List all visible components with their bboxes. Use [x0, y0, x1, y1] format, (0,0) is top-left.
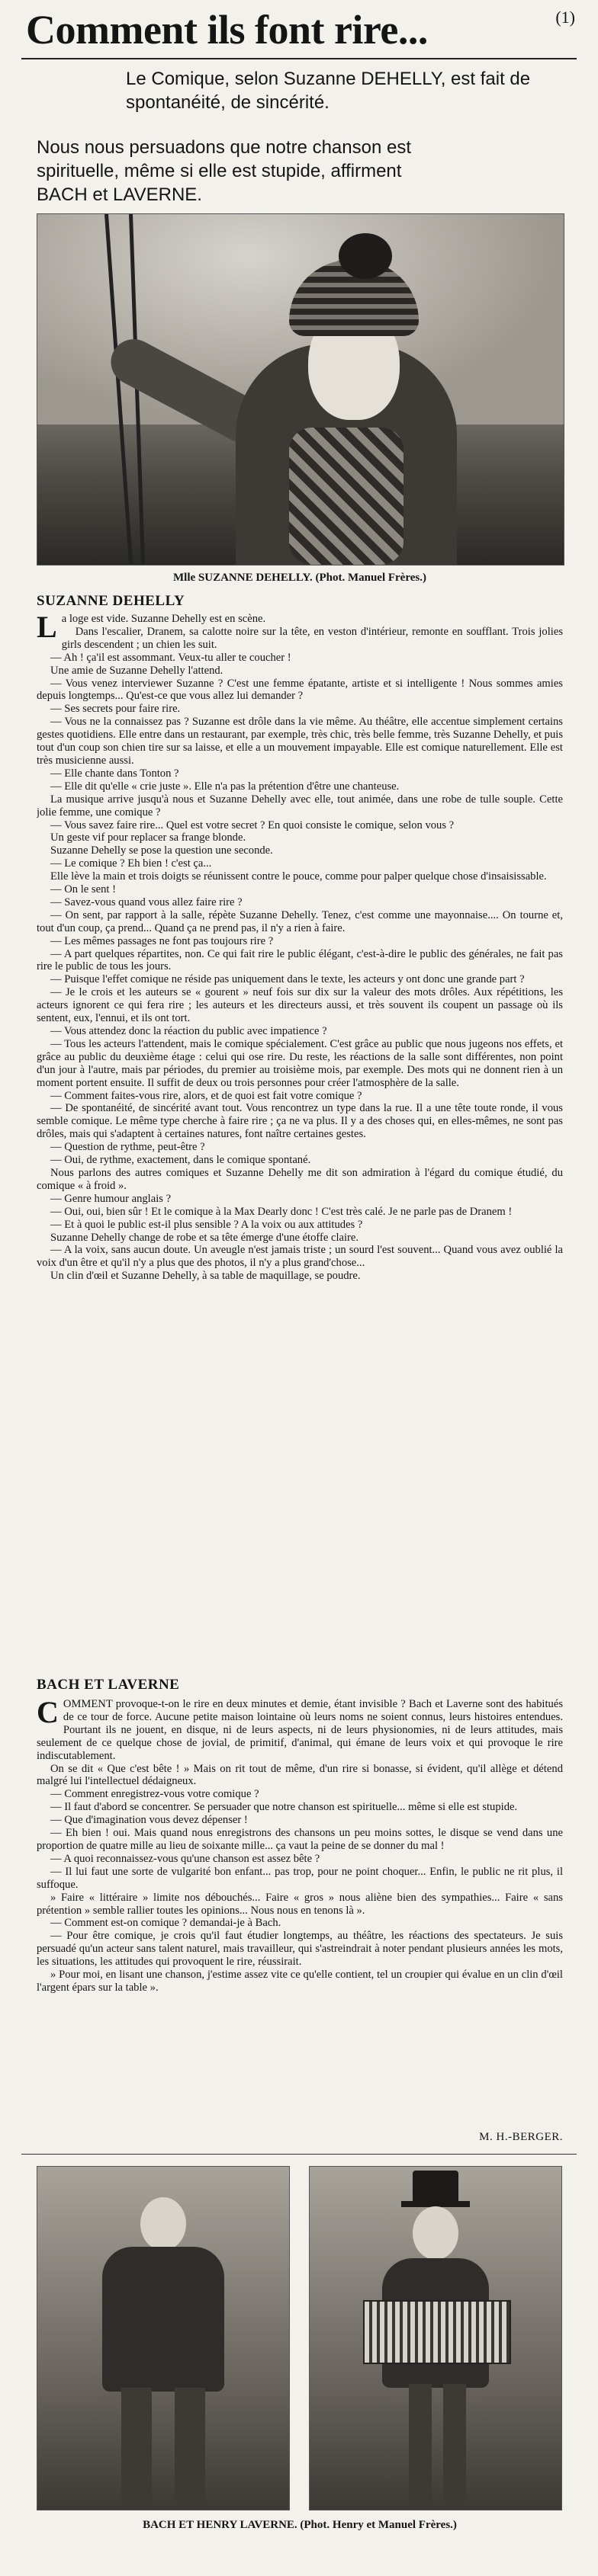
paragraph: » Pour moi, en lisant une chanson, j'estime assez vite ce qu'elle contient, tel un croupier qui évalue en un clin d'œil l'argent épars sur la table ».	[37, 1969, 563, 1994]
paragraph: On se dit « Que c'est bête ! » Mais on rit tout de même, d'un rire si bonasse, si évident, qu'il allège et détend malgré lui l'intellectuel dédaigneux.	[37, 1762, 563, 1788]
paragraph: — Il lui faut une sorte de vulgarité bon enfant... pas trop, pour ne point choquer... Enfin, le public ne rit plus, il suffoque.	[37, 1865, 563, 1891]
paragraph: — Ses secrets pour faire rire.	[50, 703, 181, 716]
paragraph: — Comment enregistrez-vous votre comique ?	[50, 1788, 259, 1801]
paragraph: Elle lève la main et trois doigts se réunissent contre le pouce, comme pour palper quelque chose d'insaisissable.	[50, 870, 547, 883]
section-heading-dehelly: SUZANNE DEHELLY	[37, 593, 185, 609]
article-body-bach-laverne	[37, 1698, 563, 2125]
page-title: Comment ils font rire...	[26, 7, 428, 53]
paragraph: — Que d'imagination vous devez dépenser !	[50, 1814, 248, 1827]
paragraph: Dans l'escalier, Dranem, sa calotte noire sur la tête, en veston d'intérieur, remonte en soufflant. Trois jolies girls descendent ; un chien les suit.	[61, 625, 563, 651]
intro-bach-laverne: Nous nous persuadons que notre chanson est spirituelle, même si elle est stupide, affirment BACH et LAVERNE.	[37, 137, 412, 205]
paragraph: — Elle dit qu'elle « crie juste ». Elle n'a pas la prétention d'être une chanteuse.	[50, 780, 400, 793]
drop-cap: C	[37, 1698, 59, 1729]
paragraph: — Oui, de rythme, exactement, dans le comique spontané.	[50, 1154, 311, 1167]
paragraph: — Le comique ? Eh bien ! c'est ça...	[50, 857, 212, 870]
paragraph: — De spontanéité, de sincérité avant tout. Vous rencontrez un type dans la rue. Il a une tête toute ronde, il vous semble comique. Le même type cherche à faire rire ; ça ne va plus. Il y a des choses qui, en elles-mêmes, ne sont pas drôles, mais qui s'adaptent à certaines natures, font naître certaines gestes.	[37, 1102, 563, 1141]
paragraph: — Elle chante dans Tonton ?	[50, 767, 179, 780]
paragraph: — On le sent !	[50, 883, 116, 896]
paragraph: Nous parlons des autres comiques et Suzanne Dehelly me dit son admiration à l'égard du comique étudié, du comique « à froid ».	[37, 1166, 563, 1192]
paragraph: — A part quelques répartites, non. Ce qui fait rire le public élégant, c'est-à-dire le public des générales, ne fait pas rire le public de tous les jours.	[37, 947, 563, 973]
paragraph: — Eh bien ! oui. Mais quand nous enregistrons des chansons un peu moins sottes, le disque se vend dans une proportion de quatre mille au lieu de soixante mille... ça vaut la peine de se donner du mal !	[37, 1827, 563, 1852]
author-signature: M. H.-BERGER.	[479, 2131, 563, 2143]
article-body-dehelly	[37, 613, 563, 1664]
intro-dehelly: Le Comique, selon Suzanne DEHELLY, est fait de spontanéité, de sincérité.	[126, 69, 531, 113]
paragraph: — Genre humour anglais ?	[50, 1192, 172, 1205]
paragraph: Suzanne Dehelly change de robe et sa tête émerge d'une étoffe claire.	[50, 1231, 359, 1244]
paragraph: Une amie de Suzanne Dehelly l'attend.	[50, 664, 223, 677]
paragraph: — Et à quoi le public est-il plus sensible ? A la voix ou aux attitudes ?	[50, 1218, 363, 1231]
paragraph: — On sent, par rapport à la salle, répète Suzanne Dehelly. Tenez, c'est comme une mayonnaise.... On tourne et, tout d'un coup, ça prend... Quand ça ne prend pas, il n'y a rien à faire.	[37, 908, 563, 934]
paragraph: — Savez-vous quand vous allez faire rire ?	[50, 896, 243, 908]
henry-laverne-photo	[309, 2166, 562, 2510]
dehelly-portrait-photo	[37, 213, 564, 566]
paragraph: — Comment est-on comique ? demandai-je à Bach.	[50, 1917, 281, 1930]
photos-divider	[21, 2154, 577, 2155]
paragraph: — Pour être comique, je crois qu'il faut étudier longtemps, au théâtre, les réactions des spectateurs. Je suis persuadé qu'un acteur sans talent naturel, mais travailleur, qui s'astreindrait à noter pendant plusieurs années les mots, les situations, les attitudes qui provoquent le rire, réussirait.	[37, 1930, 563, 1969]
paragraph: La musique arrive jusqu'à nous et Suzanne Dehelly avec elle, tout animée, dans une robe de tulle souple. Cette jolie femme, une comique ?	[37, 793, 563, 819]
paragraph: — Puisque l'effet comique ne réside pas uniquement dans le texte, les acteurs y ont donc une grande part ?	[50, 973, 525, 986]
paragraph: — Vous savez faire rire... Quel est votre secret ? En quoi consiste le comique, selon vous ?	[50, 819, 455, 831]
drop-cap: L	[37, 613, 57, 644]
section-heading-bach-laverne: BACH ET LAVERNE	[37, 1677, 180, 1693]
paragraph: » Faire « littéraire » limite nos débouchés... Faire « gros » nous aliène bien des sympathies... Faire « sans prétention » semble rallier toutes les opinions... Nous nous en tenons là ».	[37, 1891, 563, 1917]
paragraph: La loge est vide. Suzanne Dehelly est en scène.	[37, 613, 266, 644]
paragraph: — A la voix, sans aucun doute. Un aveugle n'est jamais triste ; un sourd l'est souvent... Quand vous avez oublié la voix d'un être et qu'il n'y a plus que des photos, il n'y a plus grand'chose...	[37, 1244, 563, 1270]
paragraph: — Tous les acteurs l'attendent, mais le comique spécialement. C'est grâce au public que nous jugeons nos effets, et grâce au public du deuxième étage : celui qui ose rire. Du reste, les réactions de la salle sont différentes, non point d'un jour à l'autre, mais par périodes, du premier au troisième mois, par exemple. Des mots qui ne donnent rien à un moment portent ensuite. Il suffit de deux ou trois personnes pour créer l'atmosphère de la salle.	[37, 1037, 563, 1089]
paragraph: COMMENT provoque-t-on le rire en deux minutes et demie, étant invisible ? Bach et Laverne sont des habitués de ce tour de force. Aucune petite maison lointaine où leurs noms ne soient connus, leurs histoires entendues. Pourtant ils ne jouent, en disque, ni de leurs aspects, ni de leurs physionomies, ni de leurs attitudes, mais seulement de ce quelque chose de jovial, de primitif, d'animal, qui émane de leurs voix et qui provoque le rire indiscutablement.	[37, 1698, 563, 1762]
paragraph: — Ah ! ça'il est assommant. Veux-tu aller te coucher !	[50, 651, 291, 664]
bach-laverne-photo-caption: BACH ET HENRY LAVERNE. (Phot. Henry et Manuel Frères.)	[143, 2519, 457, 2531]
bach-photo	[37, 2166, 290, 2510]
paragraph: — Les mêmes passages ne font pas toujours rire ?	[50, 934, 274, 947]
paragraph: — Vous attendez donc la réaction du public avec impatience ?	[50, 1025, 327, 1037]
paragraph: — Je le crois et les auteurs se « gourent » neuf fois sur dix sur la valeur des mots drôles. Aux répétitions, les acteurs ignorent ce qui fera rire ; les auteurs et les directeurs aussi, et très souvent ils coupent un passage où ils sentent, eux, l'ennui, et ils ont tort.	[37, 986, 563, 1025]
page-number: (1)	[555, 8, 575, 27]
paragraph: — Vous ne la connaissez pas ? Suzanne est drôle dans la vie même. Au théâtre, elle accentue simplement certains gestes quotidiens. Elle entre dans un restaurant, par exemple, très chic, très belle femme, très Suzanne Dehelly, et puis tout d'un coup son chien tire sur sa laisse, et elle a un mouvement impayable. Elle est comique naturellement. Elle est très musicienne aussi.	[37, 716, 563, 767]
dehelly-photo-caption: Mlle SUZANNE DEHELLY. (Phot. Manuel Frères.)	[173, 572, 426, 584]
paragraph: — A quoi reconnaissez-vous qu'une chanson est assez bête ?	[50, 1852, 320, 1865]
paragraph: — Comment faites-vous rire, alors, et de quoi est fait votre comique ?	[50, 1089, 362, 1102]
paragraph: — Il faut d'abord se concentrer. Se persuader que notre chanson est spirituelle... même si elle est stupide.	[50, 1801, 518, 1814]
paragraph: — Oui, oui, bien sûr ! Et le comique à la Max Dearly donc ! C'est très calé. Je ne parle pas de Dranem !	[50, 1205, 513, 1218]
paragraph: — Question de rythme, peut-être ?	[50, 1141, 205, 1154]
paragraph: — Vous venez interviewer Suzanne ? C'est une femme épatante, artiste et si intelligente ! Nous sommes amies depuis longtemps... Qu'est-ce que vous allez lui demander ?	[37, 677, 563, 703]
paragraph: Un geste vif pour replacer sa frange blonde.	[50, 831, 246, 844]
paragraph: Suzanne Dehelly se pose la question une seconde.	[50, 844, 273, 857]
title-divider	[21, 58, 577, 59]
paragraph: Un clin d'œil et Suzanne Dehelly, à sa table de maquillage, se poudre.	[50, 1270, 361, 1283]
